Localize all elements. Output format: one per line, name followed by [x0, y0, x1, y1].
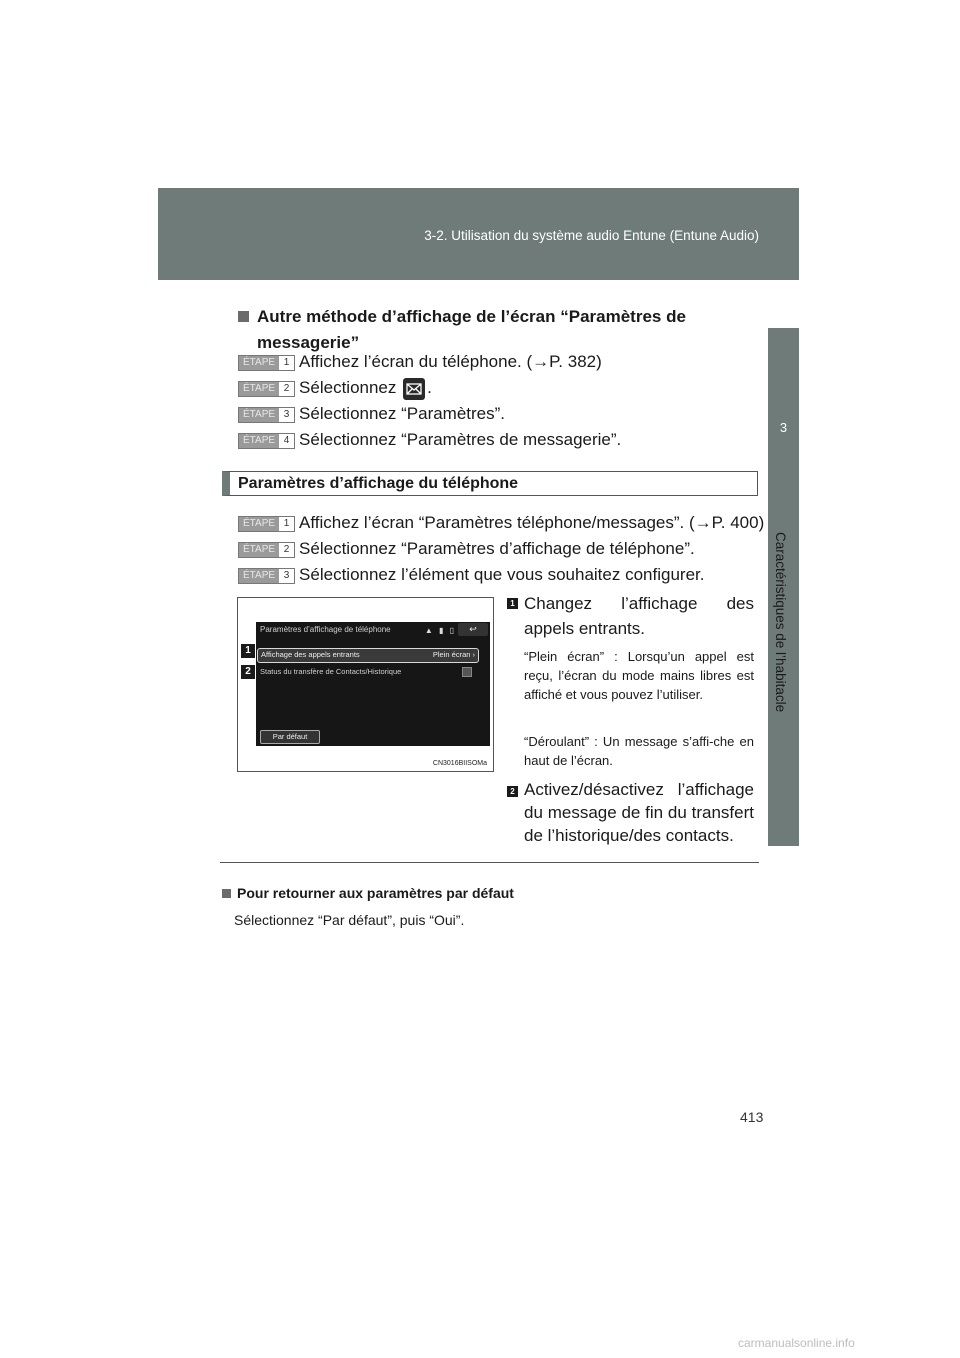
note-body: Sélectionnez “Par défaut”, puis “Oui”.	[234, 912, 465, 928]
step-text: Affichez l’écran du téléphone. (→P. 382)	[299, 352, 602, 371]
incoming-call-display-label: Affichage des appels entrants	[261, 650, 360, 659]
note-heading	[222, 885, 514, 901]
topic-heading	[238, 304, 754, 356]
screen-title: Paramètres d’affichage de téléphone	[260, 625, 391, 634]
topic-heading-line1: Autre méthode d’affichage de l’écran “Paramètres de	[257, 307, 686, 326]
step-text: Sélectionnez “Paramètres”.	[299, 404, 506, 423]
back-button[interactable]: ↩	[458, 623, 488, 636]
step-tag: ÉTAPE 4	[238, 433, 295, 449]
divider	[220, 862, 759, 863]
step-text: Affichez l’écran “Paramètres téléphone/messages”. (→P. 400)	[299, 513, 765, 532]
legend-1-note-scroll: “Déroulant” : Un message s’affi-che en haut de l’écran.	[524, 734, 754, 768]
step-tag: ÉTAPE 3	[238, 407, 295, 423]
step-tag: ÉTAPE 1	[238, 516, 295, 532]
step-tag: ÉTAPE 3	[238, 568, 295, 584]
watermark: carmanualsonline.info	[738, 1336, 855, 1350]
chapter-side-label-text: Caractéristiques de l’habitacle	[773, 532, 788, 713]
step-a3	[238, 403, 505, 425]
page-number: 413	[740, 1109, 764, 1125]
step-text: Sélectionnez “Paramètres d’affichage de téléphone”.	[299, 539, 695, 558]
topic-heading-line2: messagerie”	[257, 333, 360, 352]
callout-2: 2	[241, 665, 255, 679]
legend-1-line2: appels entrants.	[524, 619, 645, 638]
chapter-title: 3-2. Utilisation du système audio Entune (Entune Audio)	[424, 228, 759, 243]
chapter-number: 3	[779, 420, 788, 435]
incoming-call-display-row[interactable]	[257, 648, 479, 663]
transfer-status-checkbox[interactable]	[462, 667, 472, 677]
legend-1-line1: Changez l’affichage des	[524, 594, 754, 613]
step-b1	[238, 512, 764, 534]
note-heading-text: Pour retourner aux paramètres par défaut	[237, 885, 514, 901]
default-button[interactable]: Par défaut	[260, 730, 320, 744]
chapter-header	[158, 188, 799, 280]
illustration-code: CN3016BIISOMa	[432, 760, 487, 767]
step-a2	[238, 377, 432, 399]
incoming-call-display-value: Plein écran ›	[432, 650, 475, 659]
step-text: Sélectionnez “Paramètres de messagerie”.	[299, 430, 622, 449]
step-tag: ÉTAPE 2	[238, 542, 295, 558]
transfer-status-label: Status du transfère de Contacts/Historique	[260, 667, 402, 676]
step-b2	[238, 538, 695, 560]
step-b3	[238, 564, 704, 586]
step-tag: ÉTAPE 2	[238, 381, 295, 397]
screen-illustration	[237, 597, 494, 772]
display-screen	[256, 622, 490, 746]
envelope-icon	[403, 378, 425, 400]
square-bullet-icon	[238, 311, 249, 322]
callout-1: 1	[241, 644, 255, 658]
legend-marker-2: 2	[507, 786, 518, 797]
step-text-end: .	[427, 378, 432, 397]
legend-1-note-full-screen: “Plein écran” : Lorsqu’un appel est reçu, l’écran du mode mains libres est affiché et vous pouvez l’utiliser.	[524, 649, 754, 702]
step-text: Sélectionnez l’élément que vous souhaitez configurer.	[299, 565, 705, 584]
transfer-status-row[interactable]	[257, 666, 477, 678]
square-bullet-icon	[222, 889, 231, 898]
status-icons: ▲ ▮ ▯	[424, 626, 456, 635]
step-a4	[238, 429, 621, 451]
step-a1	[238, 351, 602, 373]
step-text: Sélectionnez	[299, 378, 397, 397]
section-heading: Paramètres d’affichage du téléphone	[222, 471, 758, 496]
legend-2-line2: du message de fin du transfert	[524, 803, 754, 822]
legend-2-line3: de l’historique/des contacts.	[524, 826, 734, 845]
legend-marker-1: 1	[507, 598, 518, 609]
legend-2-line1: Activez/désactivez l’affichage	[524, 780, 754, 799]
step-tag: ÉTAPE 1	[238, 355, 295, 371]
